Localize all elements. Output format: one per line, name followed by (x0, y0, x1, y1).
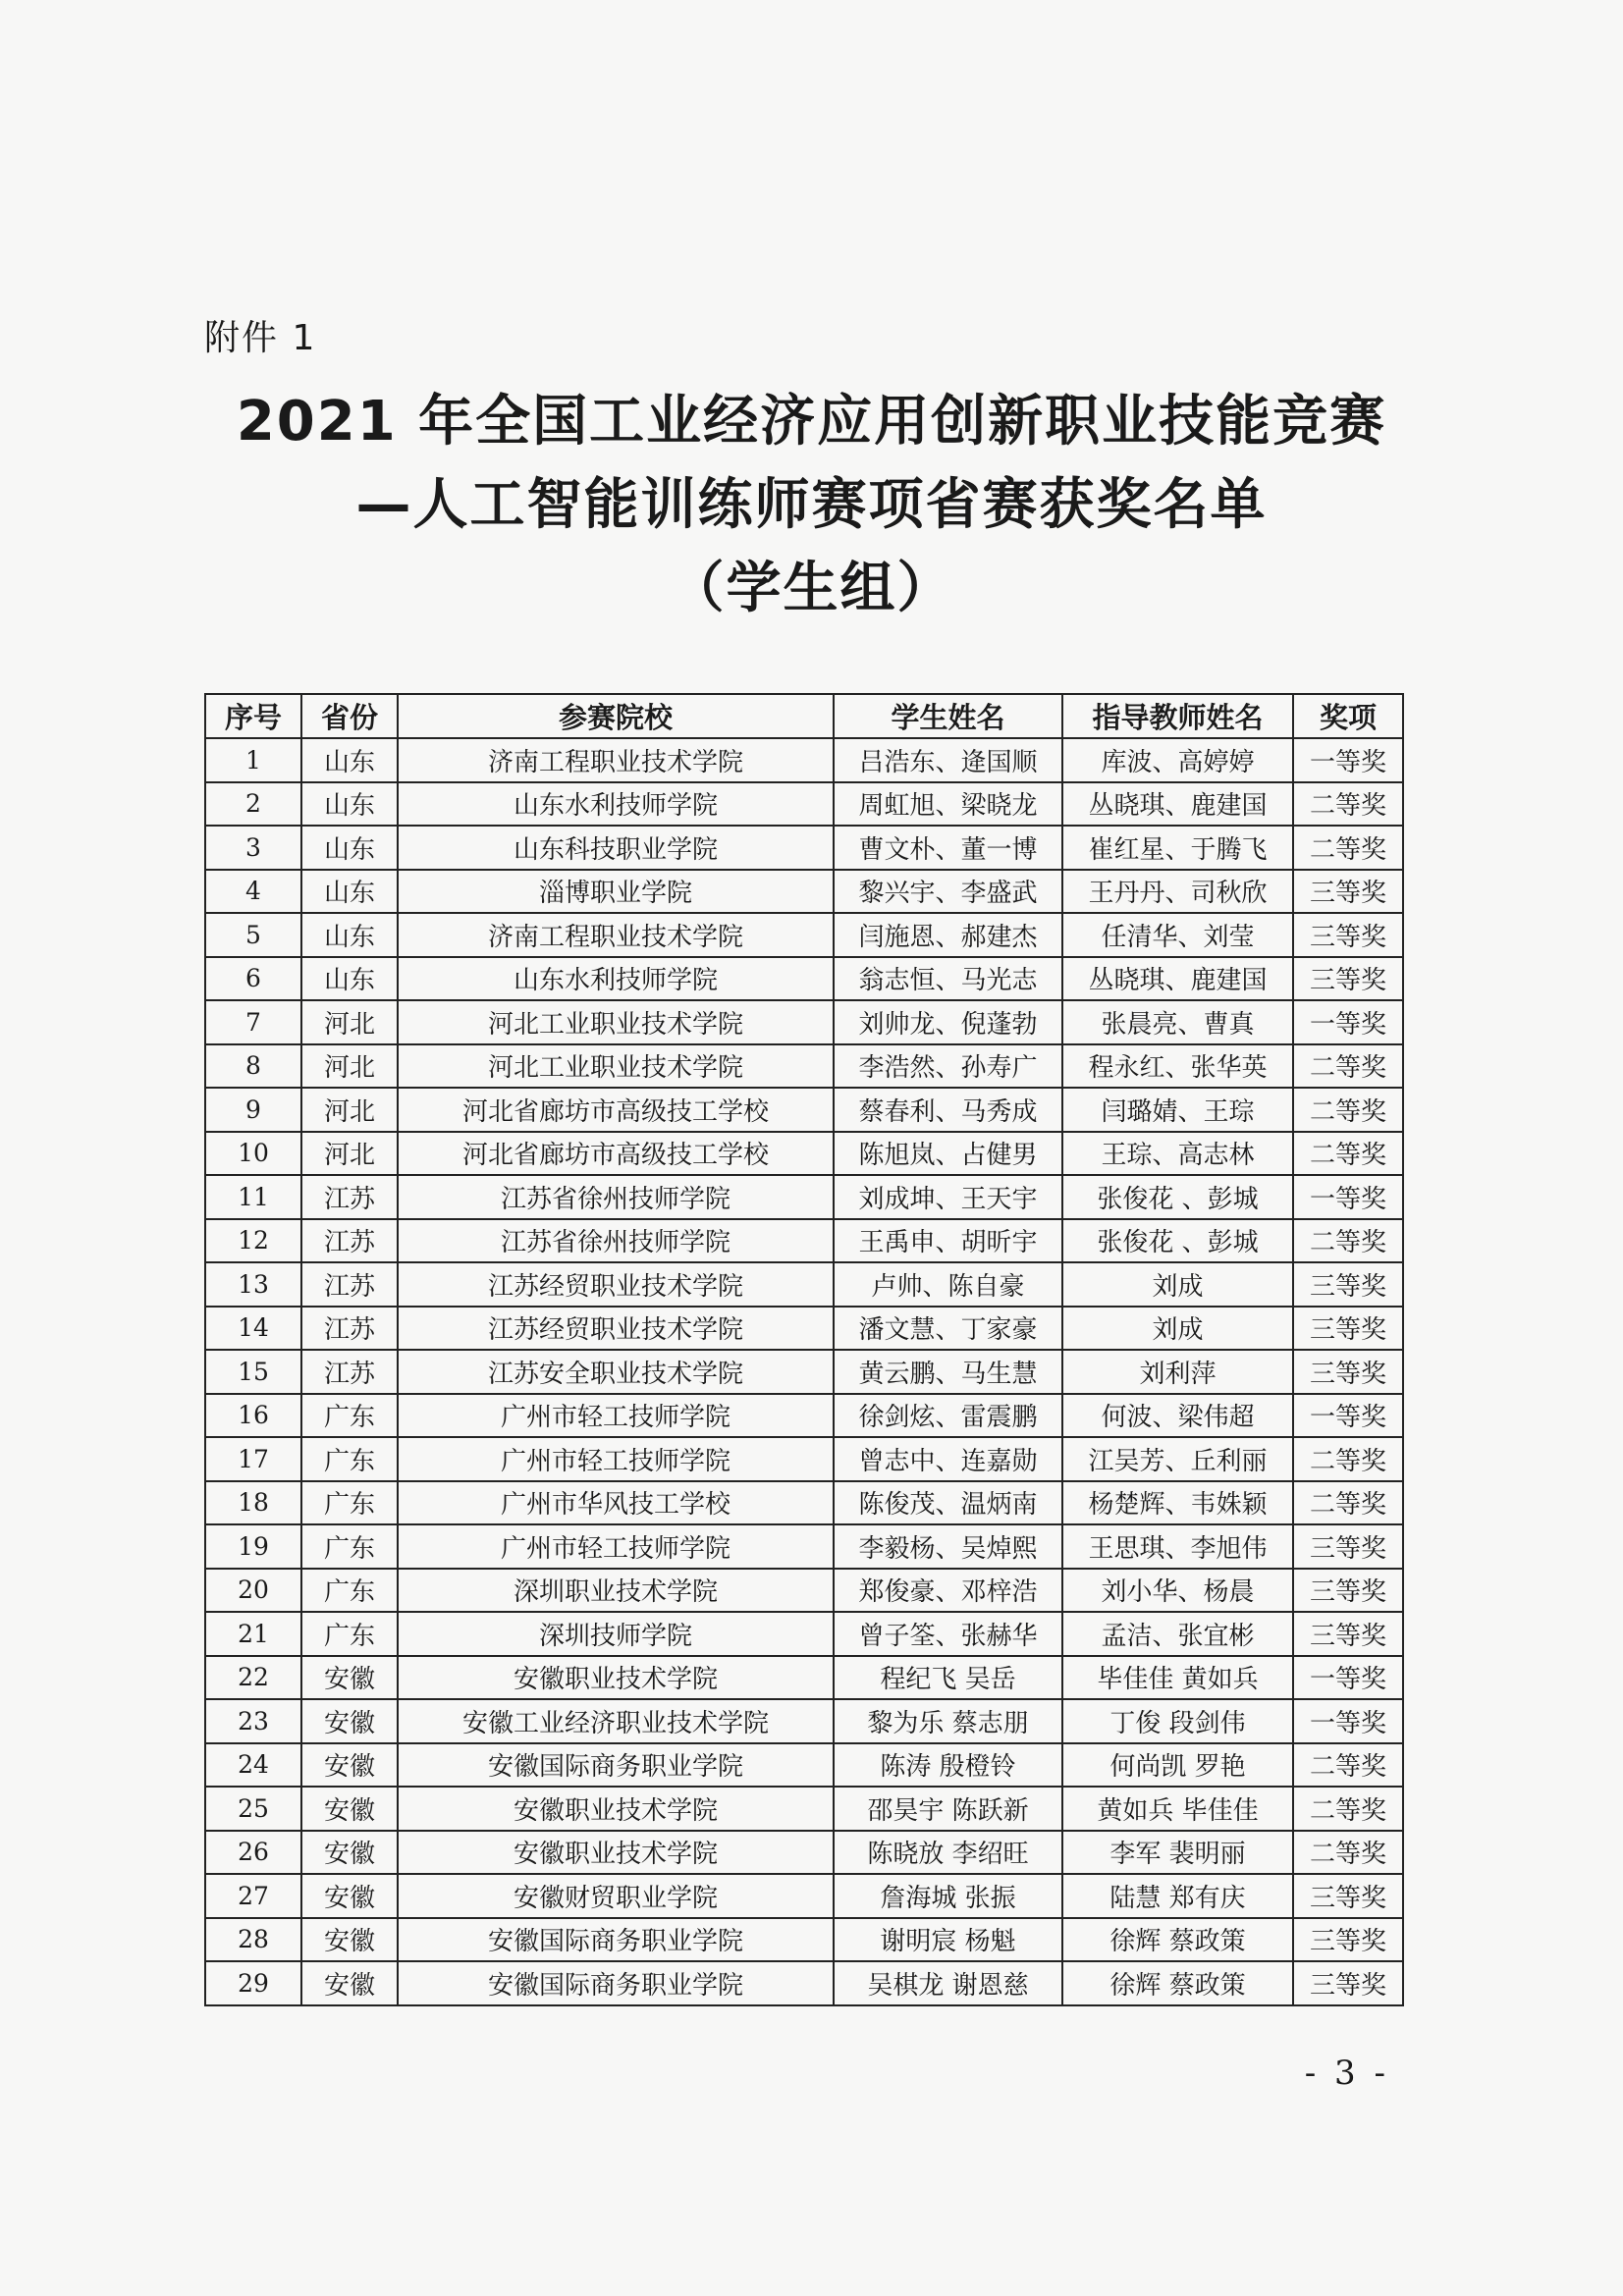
header-province: 省份 (301, 694, 398, 738)
cell-school: 安徽职业技术学院 (398, 1787, 834, 1831)
cell-province: 山东 (301, 738, 398, 782)
cell-students: 吴棋龙 谢恩慈 (834, 1961, 1062, 2005)
cell-school: 江苏省徐州技师学院 (398, 1175, 834, 1219)
cell-students: 卢帅、陈自豪 (834, 1262, 1062, 1307)
cell-province: 河北 (301, 1000, 398, 1044)
cell-students: 蔡春利、马秀成 (834, 1088, 1062, 1132)
table-row (205, 1524, 1403, 1569)
cell-school: 安徽工业经济职业技术学院 (398, 1699, 834, 1743)
cell-school: 安徽财贸职业学院 (398, 1874, 834, 1918)
cell-students: 曹文朴、董一博 (834, 826, 1062, 870)
cell-index: 1 (205, 738, 301, 782)
table-row (205, 1000, 1403, 1044)
cell-index: 2 (205, 782, 301, 827)
cell-students: 李毅杨、吴焯熙 (834, 1524, 1062, 1569)
table-row (205, 913, 1403, 957)
cell-award: 三等奖 (1293, 870, 1403, 914)
header-school: 参赛院校 (398, 694, 834, 738)
header-students: 学生姓名 (834, 694, 1062, 738)
award-table (204, 693, 1404, 2006)
cell-index: 19 (205, 1524, 301, 1569)
cell-index: 6 (205, 957, 301, 1001)
cell-school: 广州市轻工技师学院 (398, 1437, 834, 1481)
table-row (205, 1481, 1403, 1525)
cell-award: 三等奖 (1293, 1307, 1403, 1351)
cell-teachers: 库波、高婷婷 (1062, 738, 1293, 782)
cell-award: 二等奖 (1293, 1481, 1403, 1525)
cell-award: 三等奖 (1293, 1569, 1403, 1613)
cell-province: 山东 (301, 870, 398, 914)
cell-teachers: 刘小华、杨晨 (1062, 1569, 1293, 1613)
cell-award: 二等奖 (1293, 1219, 1403, 1263)
cell-province: 安徽 (301, 1699, 398, 1743)
cell-award: 三等奖 (1293, 1918, 1403, 1962)
table-row (205, 1394, 1403, 1438)
cell-index: 13 (205, 1262, 301, 1307)
cell-award: 二等奖 (1293, 1743, 1403, 1788)
cell-index: 22 (205, 1656, 301, 1700)
cell-province: 安徽 (301, 1831, 398, 1875)
cell-province: 山东 (301, 782, 398, 827)
cell-school: 广州市华风技工学校 (398, 1481, 834, 1525)
cell-school: 深圳技师学院 (398, 1612, 834, 1656)
cell-teachers: 任清华、刘莹 (1062, 913, 1293, 957)
cell-students: 徐剑炫、雷震鹏 (834, 1394, 1062, 1438)
cell-students: 王禹申、胡昕宇 (834, 1219, 1062, 1263)
cell-award: 二等奖 (1293, 1437, 1403, 1481)
cell-province: 江苏 (301, 1350, 398, 1394)
cell-award: 三等奖 (1293, 1524, 1403, 1569)
cell-index: 27 (205, 1874, 301, 1918)
cell-province: 安徽 (301, 1787, 398, 1831)
cell-students: 谢明宸 杨魁 (834, 1918, 1062, 1962)
cell-school: 济南工程职业技术学院 (398, 913, 834, 957)
cell-school: 河北省廊坊市高级技工学校 (398, 1088, 834, 1132)
cell-school: 安徽职业技术学院 (398, 1656, 834, 1700)
cell-students: 周虹旭、梁晓龙 (834, 782, 1062, 827)
document-title-line-1: 2021 年全国工业经济应用创新职业技能竞赛 (236, 390, 1387, 454)
cell-teachers: 江吴芳、丘利丽 (1062, 1437, 1293, 1481)
cell-school: 深圳职业技术学院 (398, 1569, 834, 1613)
cell-index: 4 (205, 870, 301, 914)
cell-school: 河北工业职业技术学院 (398, 1000, 834, 1044)
cell-students: 翁志恒、马光志 (834, 957, 1062, 1001)
cell-index: 29 (205, 1961, 301, 2005)
cell-students: 黄云鹏、马生慧 (834, 1350, 1062, 1394)
cell-index: 10 (205, 1132, 301, 1176)
table-row (205, 1874, 1403, 1918)
cell-teachers: 杨楚辉、韦姝颖 (1062, 1481, 1293, 1525)
cell-school: 安徽职业技术学院 (398, 1831, 834, 1875)
cell-index: 24 (205, 1743, 301, 1788)
cell-teachers: 丁俊 段剑伟 (1062, 1699, 1293, 1743)
cell-award: 二等奖 (1293, 1831, 1403, 1875)
table-row (205, 1656, 1403, 1700)
cell-province: 安徽 (301, 1656, 398, 1700)
cell-students: 吕浩东、逄国顺 (834, 738, 1062, 782)
cell-teachers: 王琮、高志林 (1062, 1132, 1293, 1176)
table-row (205, 1175, 1403, 1219)
attachment-label: 附件 1 (204, 318, 317, 358)
header-index: 序号 (205, 694, 301, 738)
cell-teachers: 张俊花 、彭城 (1062, 1175, 1293, 1219)
table-row (205, 870, 1403, 914)
cell-teachers: 丛晓琪、鹿建国 (1062, 957, 1293, 1001)
cell-school: 安徽国际商务职业学院 (398, 1961, 834, 2005)
cell-school: 广州市轻工技师学院 (398, 1394, 834, 1438)
cell-teachers: 毕佳佳 黄如兵 (1062, 1656, 1293, 1700)
cell-index: 25 (205, 1787, 301, 1831)
table-row (205, 1612, 1403, 1656)
cell-index: 5 (205, 913, 301, 957)
cell-students: 程纪飞 吴岳 (834, 1656, 1062, 1700)
cell-province: 广东 (301, 1524, 398, 1569)
cell-students: 陈旭岚、占健男 (834, 1132, 1062, 1176)
cell-teachers: 王丹丹、司秋欣 (1062, 870, 1293, 914)
cell-award: 二等奖 (1293, 782, 1403, 827)
cell-index: 11 (205, 1175, 301, 1219)
cell-students: 潘文慧、丁家豪 (834, 1307, 1062, 1351)
header-teachers: 指导教师姓名 (1062, 694, 1293, 738)
cell-teachers: 孟洁、张宜彬 (1062, 1612, 1293, 1656)
cell-award: 三等奖 (1293, 1961, 1403, 2005)
cell-index: 18 (205, 1481, 301, 1525)
table-row (205, 1219, 1403, 1263)
cell-index: 8 (205, 1044, 301, 1089)
cell-province: 广东 (301, 1437, 398, 1481)
cell-index: 7 (205, 1000, 301, 1044)
cell-students: 陈涛 殷橙铃 (834, 1743, 1062, 1788)
cell-teachers: 李军 裴明丽 (1062, 1831, 1293, 1875)
cell-index: 9 (205, 1088, 301, 1132)
cell-teachers: 张俊花 、彭城 (1062, 1219, 1293, 1263)
cell-students: 黎兴宇、李盛武 (834, 870, 1062, 914)
cell-index: 21 (205, 1612, 301, 1656)
table-row (205, 1044, 1403, 1089)
cell-teachers: 刘成 (1062, 1262, 1293, 1307)
cell-students: 刘帅龙、倪蓬勃 (834, 1000, 1062, 1044)
cell-teachers: 黄如兵 毕佳佳 (1062, 1787, 1293, 1831)
cell-province: 河北 (301, 1132, 398, 1176)
cell-province: 广东 (301, 1569, 398, 1613)
cell-index: 17 (205, 1437, 301, 1481)
cell-province: 广东 (301, 1481, 398, 1525)
cell-index: 15 (205, 1350, 301, 1394)
table-row (205, 1307, 1403, 1351)
header-award: 奖项 (1293, 694, 1403, 738)
cell-school: 山东科技职业学院 (398, 826, 834, 870)
cell-school: 河北省廊坊市高级技工学校 (398, 1132, 834, 1176)
cell-teachers: 丛晓琪、鹿建国 (1062, 782, 1293, 827)
cell-index: 20 (205, 1569, 301, 1613)
cell-award: 二等奖 (1293, 1787, 1403, 1831)
cell-award: 三等奖 (1293, 1612, 1403, 1656)
cell-province: 江苏 (301, 1262, 398, 1307)
cell-students: 陈俊茂、温炳南 (834, 1481, 1062, 1525)
cell-teachers: 何波、梁伟超 (1062, 1394, 1293, 1438)
cell-award: 三等奖 (1293, 1874, 1403, 1918)
cell-school: 江苏省徐州技师学院 (398, 1219, 834, 1263)
cell-students: 刘成坤、王天宇 (834, 1175, 1062, 1219)
cell-award: 二等奖 (1293, 1132, 1403, 1176)
cell-award: 二等奖 (1293, 1088, 1403, 1132)
cell-index: 14 (205, 1307, 301, 1351)
cell-province: 河北 (301, 1088, 398, 1132)
cell-province: 江苏 (301, 1307, 398, 1351)
cell-teachers: 刘成 (1062, 1307, 1293, 1351)
cell-school: 广州市轻工技师学院 (398, 1524, 834, 1569)
table-row (205, 1569, 1403, 1613)
cell-province: 山东 (301, 913, 398, 957)
cell-award: 三等奖 (1293, 1350, 1403, 1394)
table-row (205, 957, 1403, 1001)
cell-index: 26 (205, 1831, 301, 1875)
cell-province: 江苏 (301, 1219, 398, 1263)
cell-teachers: 张晨亮、曹真 (1062, 1000, 1293, 1044)
cell-award: 一等奖 (1293, 1699, 1403, 1743)
cell-province: 安徽 (301, 1961, 398, 2005)
table-row (205, 1437, 1403, 1481)
cell-teachers: 徐辉 蔡政策 (1062, 1918, 1293, 1962)
table-row (205, 1699, 1403, 1743)
table-row (205, 1262, 1403, 1307)
cell-award: 一等奖 (1293, 1394, 1403, 1438)
document-title-line-2: —人工智能训练师赛项省赛获奖名单 (355, 473, 1268, 537)
cell-award: 一等奖 (1293, 738, 1403, 782)
cell-students: 闫施恩、郝建杰 (834, 913, 1062, 957)
table-header-row (205, 694, 1403, 738)
cell-index: 12 (205, 1219, 301, 1263)
table-row (205, 1350, 1403, 1394)
cell-index: 3 (205, 826, 301, 870)
cell-students: 郑俊豪、邓梓浩 (834, 1569, 1062, 1613)
cell-province: 江苏 (301, 1175, 398, 1219)
table-row (205, 826, 1403, 870)
table-row (205, 782, 1403, 827)
cell-school: 安徽国际商务职业学院 (398, 1743, 834, 1788)
cell-school: 江苏经贸职业技术学院 (398, 1307, 834, 1351)
cell-students: 黎为乐 蔡志朋 (834, 1699, 1062, 1743)
cell-province: 广东 (301, 1612, 398, 1656)
cell-teachers: 陆慧 郑有庆 (1062, 1874, 1293, 1918)
cell-students: 李浩然、孙寿广 (834, 1044, 1062, 1089)
table-body (205, 738, 1403, 2005)
cell-index: 28 (205, 1918, 301, 1962)
cell-award: 二等奖 (1293, 826, 1403, 870)
cell-students: 邵昊宇 陈跃新 (834, 1787, 1062, 1831)
cell-students: 詹海城 张振 (834, 1874, 1062, 1918)
cell-teachers: 程永红、张华英 (1062, 1044, 1293, 1089)
cell-award: 一等奖 (1293, 1656, 1403, 1700)
table-row (205, 1961, 1403, 2005)
cell-students: 陈晓放 李绍旺 (834, 1831, 1062, 1875)
cell-school: 安徽国际商务职业学院 (398, 1918, 834, 1962)
cell-award: 一等奖 (1293, 1175, 1403, 1219)
cell-students: 曾子筌、张赫华 (834, 1612, 1062, 1656)
cell-index: 23 (205, 1699, 301, 1743)
cell-index: 16 (205, 1394, 301, 1438)
cell-school: 江苏安全职业技术学院 (398, 1350, 834, 1394)
table-row (205, 1918, 1403, 1962)
page-number: - 3 - (1304, 2054, 1389, 2093)
cell-award: 二等奖 (1293, 1044, 1403, 1089)
cell-teachers: 徐辉 蔡政策 (1062, 1961, 1293, 2005)
cell-teachers: 刘利萍 (1062, 1350, 1293, 1394)
cell-province: 河北 (301, 1044, 398, 1089)
cell-province: 山东 (301, 826, 398, 870)
table-row (205, 1743, 1403, 1788)
cell-province: 广东 (301, 1394, 398, 1438)
cell-teachers: 王思琪、李旭伟 (1062, 1524, 1293, 1569)
cell-school: 山东水利技师学院 (398, 957, 834, 1001)
cell-province: 安徽 (301, 1874, 398, 1918)
table-row (205, 1787, 1403, 1831)
table-row (205, 738, 1403, 782)
cell-school: 山东水利技师学院 (398, 782, 834, 827)
cell-school: 江苏经贸职业技术学院 (398, 1262, 834, 1307)
cell-province: 安徽 (301, 1918, 398, 1962)
cell-teachers: 闫璐婧、王琮 (1062, 1088, 1293, 1132)
cell-school: 河北工业职业技术学院 (398, 1044, 834, 1089)
cell-award: 三等奖 (1293, 1262, 1403, 1307)
cell-school: 淄博职业学院 (398, 870, 834, 914)
cell-students: 曾志中、连嘉勋 (834, 1437, 1062, 1481)
table-row (205, 1088, 1403, 1132)
cell-teachers: 崔红星、于腾飞 (1062, 826, 1293, 870)
document-title-line-3: （学生组） (669, 557, 954, 620)
cell-award: 三等奖 (1293, 913, 1403, 957)
cell-teachers: 何尚凯 罗艳 (1062, 1743, 1293, 1788)
cell-award: 一等奖 (1293, 1000, 1403, 1044)
table-row (205, 1831, 1403, 1875)
cell-award: 三等奖 (1293, 957, 1403, 1001)
cell-province: 山东 (301, 957, 398, 1001)
table-row (205, 1132, 1403, 1176)
cell-school: 济南工程职业技术学院 (398, 738, 834, 782)
cell-province: 安徽 (301, 1743, 398, 1788)
